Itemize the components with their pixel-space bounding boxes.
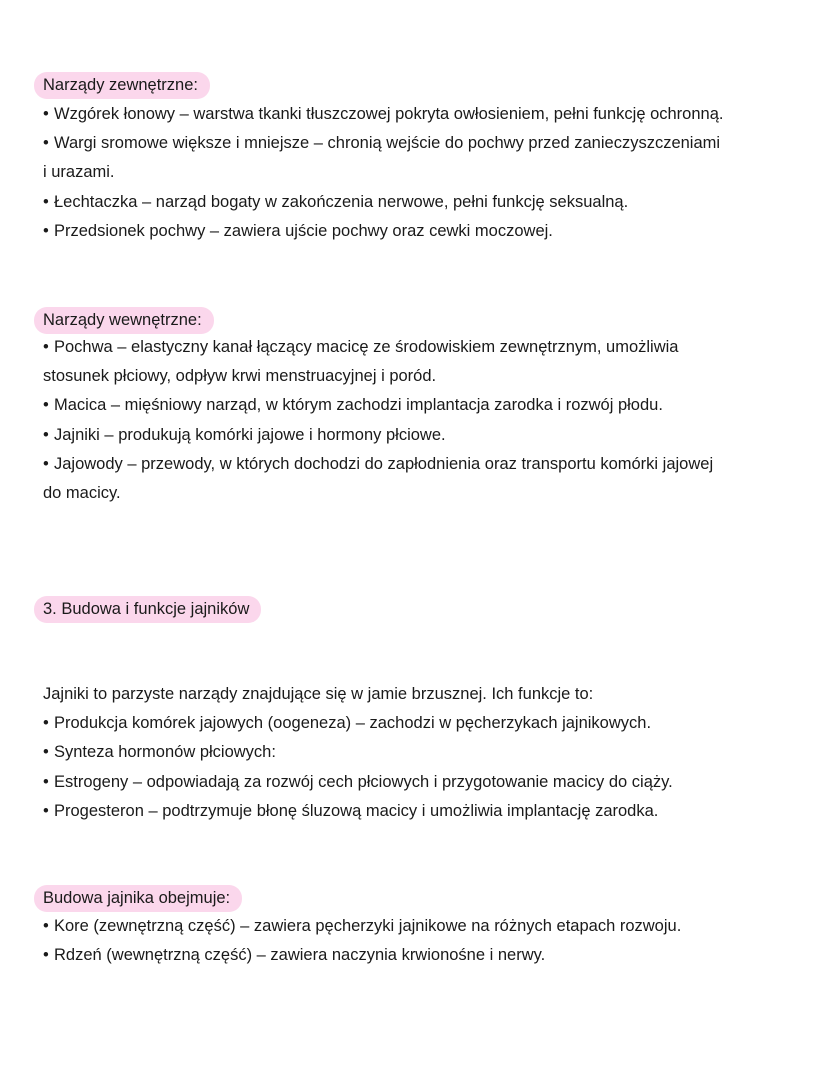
list-item-continuation: stosunek płciowy, odpływ krwi menstruacyjnej i poród. (43, 367, 437, 386)
list-item: • Pochwa – elastyczny kanał łączący macicę ze środowiskiem zewnętrznym, umożliwia (43, 333, 803, 362)
bullet-icon: • (43, 396, 49, 415)
list-item: • Synteza hormonów płciowych: (43, 738, 803, 767)
bullet-icon: • (43, 743, 49, 762)
list-item-continuation: do macicy. (43, 484, 121, 503)
ovaries-functions-list (43, 680, 803, 826)
bullet-icon: • (43, 801, 49, 820)
external-organs-list (43, 100, 803, 246)
list-item: • Progesteron – podtrzymuje błonę śluzową macicy i umożliwia implantację zarodka. (43, 797, 803, 826)
list-item: • Produkcja komórek jajowych (oogeneza) – zachodzi w pęcherzykach jajnikowych. (43, 709, 803, 738)
heading-ovaries-structure-function: 3. Budowa i funkcje jajników (34, 596, 261, 623)
list-item: • Wargi sromowe większe i mniejsze – chronią wejście do pochwy przed zanieczyszczeniami (43, 129, 803, 158)
list-item: • Macica – mięśniowy narząd, w którym zachodzi implantacja zarodka i rozwój płodu. (43, 391, 803, 420)
bullet-icon: • (43, 454, 49, 473)
intro-paragraph: Jajniki to parzyste narządy znajdujące się w jamie brzusznej. Ich funkcje to: (43, 685, 594, 703)
bullet-icon: • (43, 221, 49, 240)
bullet-icon: • (43, 105, 49, 123)
internal-organs-list (43, 333, 803, 508)
heading-external-organs: Narządy zewnętrzne: (34, 72, 210, 99)
bullet-icon: • (43, 425, 49, 444)
list-item: • Wzgórek łonowy – warstwa tkanki tłuszczowej pokryta owłosieniem, pełni funkcję ochronną. (43, 100, 803, 129)
list-item: • Kore (zewnętrzną część) – zawiera pęcherzyki jajnikowe na różnych etapach rozwoju. (43, 912, 803, 941)
heading-ovary-structure: Budowa jajnika obejmuje: (34, 885, 242, 912)
list-item: • Jajniki – produkują komórki jajowe i hormony płciowe. (43, 421, 803, 450)
list-item: • Łechtaczka – narząd bogaty w zakończenia nerwowe, pełni funkcję seksualną. (43, 188, 803, 217)
heading-internal-organs: Narządy wewnętrzne: (34, 307, 214, 334)
list-item: • Przedsionek pochwy – zawiera ujście pochwy oraz cewki moczowej. (43, 217, 803, 246)
bullet-icon: • (43, 192, 49, 211)
list-item-continuation: i urazami. (43, 163, 115, 182)
list-item: • Rdzeń (wewnętrzną część) – zawiera naczynia krwionośne i nerwy. (43, 941, 803, 970)
bullet-icon: • (43, 917, 49, 935)
bullet-icon: • (43, 134, 49, 153)
list-item: • Jajowody – przewody, w których dochodzi do zapłodnienia oraz transportu komórki jajowej (43, 450, 803, 479)
bullet-icon: • (43, 338, 49, 356)
bullet-icon: • (43, 714, 49, 733)
list-item: • Estrogeny – odpowiadają za rozwój cech płciowych i przygotowanie macicy do ciąży. (43, 768, 803, 797)
bullet-icon: • (43, 946, 49, 965)
bullet-icon: • (43, 772, 49, 791)
ovary-structure-list (43, 912, 803, 970)
